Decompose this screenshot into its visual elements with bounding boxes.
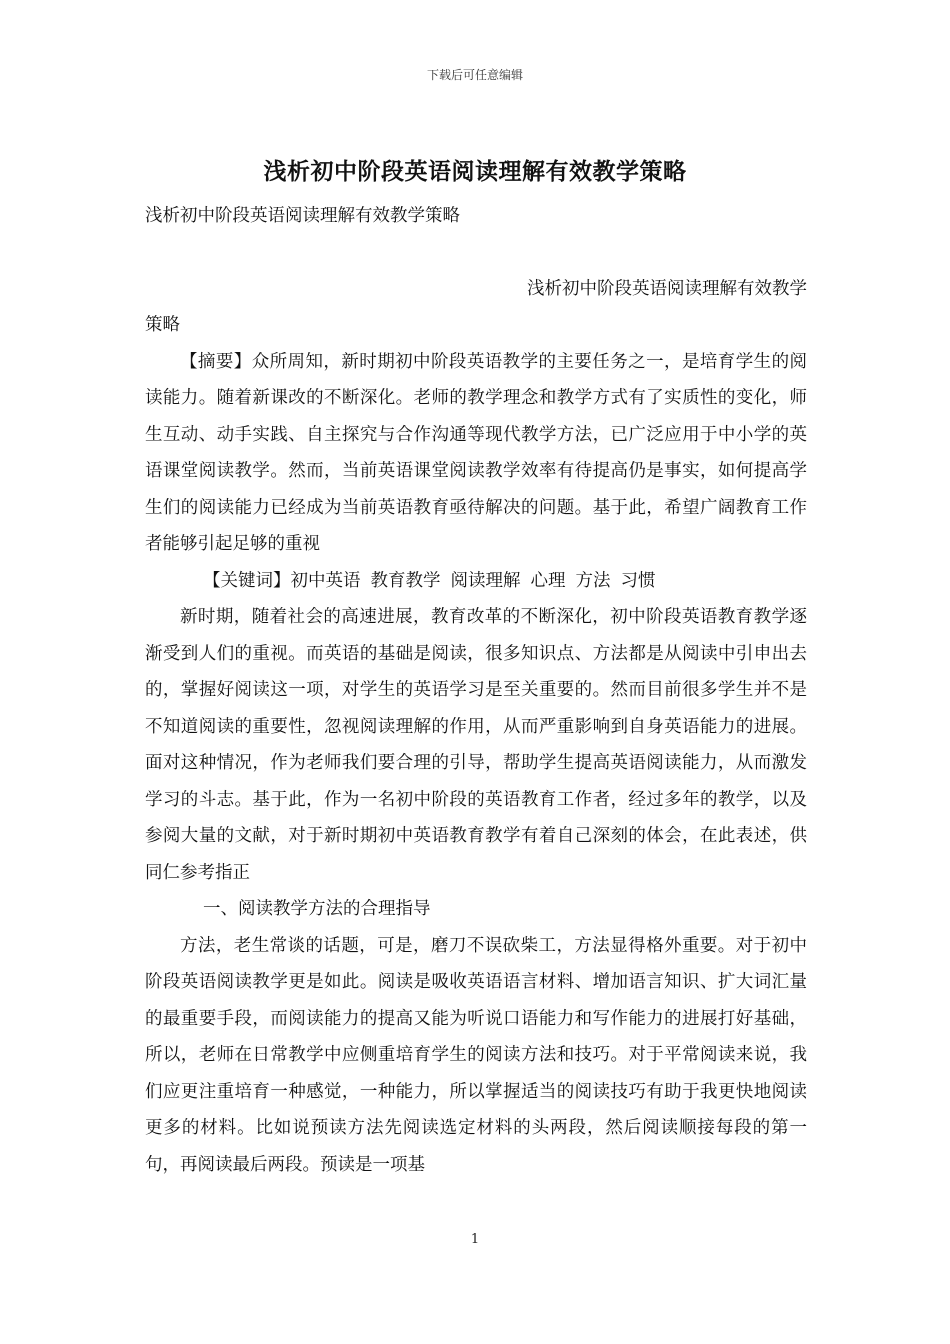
subtitle-line: 浅析初中阶段英语阅读理解有效教学策略 [145, 206, 460, 226]
keyword-item: 心理 [530, 570, 566, 591]
keywords-line [145, 563, 807, 600]
keyword-item: 教育教学 [370, 570, 441, 591]
right-title-tail: 策略 [145, 315, 180, 335]
section-heading: 一、阅读教学方法的合理指导 [203, 899, 431, 919]
document-title: 浅析初中阶段英语阅读理解有效教学策略 [263, 158, 687, 185]
keyword-item: 习惯 [620, 570, 656, 591]
keyword-item: 方法 [575, 570, 611, 591]
document-body [145, 198, 807, 1183]
intro-paragraph: 新时期，随着社会的高速进展，教育改革的不断深化，初中阶段英语教育教学逐渐受到人们的重视。而英语的基础是阅读，很多知识点、方法都是从阅读中引申出去的，掌握好阅读这一项，对学生的英语学习是至关重要的。然而目前很多学生并不是不知道阅读的重要性，忽视阅读理解的作用，从而严重影响到自身英语能力的进展。面对这种情况，作为老师我们要合理的引导，帮助学生提高英语阅读能力，从而激发学习的斗志。基于此，作为一名初中阶段的英语教育工作者，经过多年的教学，以及参阅大量的文献，对于新时期初中英语教育教学有着自己深刻的体会，在此表述，供同仁参考指正 [145, 607, 807, 883]
right-aligned-title: 浅析初中阶段英语阅读理解有效教学 [527, 278, 807, 299]
page-header: 下载后可任意编辑 [426, 68, 523, 82]
page-number: 1 [470, 1232, 480, 1247]
keyword-item: 初中英语 [290, 570, 361, 591]
section-paragraph: 方法，老生常谈的话题，可是，磨刀不误砍柴工，方法显得格外重要。对于初中阶段英语阅读教学更是如此。阅读是吸收英语语言材料、增加语言知识、扩大词汇量的最重要手段，而阅读能力的提高又能为听说口语能力和写作能力的进展打好基础，所以，老师在日常教学中应侧重培育学生的阅读方法和技巧。对于平常阅读来说，我们应更注重培育一种感觉，一种能力，所以掌握适当的阅读技巧有助于我更快地阅读更多的材料。比如说预读方法先阅读选定材料的头两段，然后阅读顺接每段的第一句，再阅读最后两段。预读是一项基 [145, 935, 807, 1175]
keyword-item: 阅读理解 [450, 570, 521, 591]
keywords-label: 【关键词】 [203, 570, 291, 591]
abstract-paragraph: 【摘要】众所周知，新时期初中阶段英语教学的主要任务之一，是培育学生的阅读能力。随着新课改的不断深化。老师的教学理念和教学方式有了实质性的变化，师生互动、动手实践、自主探究与合作沟通等现代教学方法，已广泛应用于中小学的英语课堂阅读教学。然而，当前英语课堂阅读教学效率有待提高仍是事实，如何提高学生们的阅读能力已经成为当前英语教育亟待解决的问题。基于此，希望广阔教育工作者能够引起足够的重视 [145, 351, 807, 554]
